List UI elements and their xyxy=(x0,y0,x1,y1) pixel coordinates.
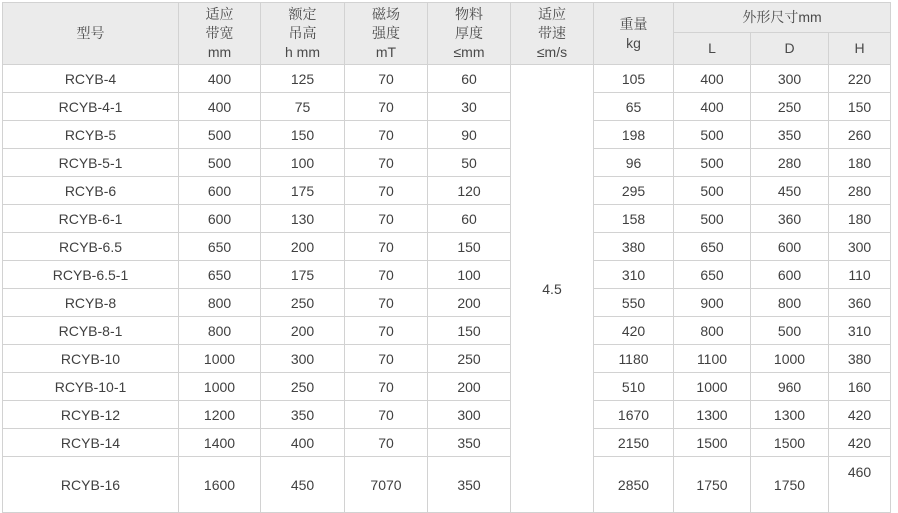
table-cell: 650 xyxy=(674,233,751,261)
table-cell: 120 xyxy=(428,177,511,205)
table-cell: RCYB-10 xyxy=(3,345,179,373)
table-cell: 900 xyxy=(674,289,751,317)
table-cell: 350 xyxy=(428,429,511,457)
table-cell: 600 xyxy=(179,205,261,233)
table-cell: 100 xyxy=(261,149,345,177)
spec-table xyxy=(2,2,891,513)
table-row xyxy=(3,205,891,233)
header-line: h mm xyxy=(285,44,320,60)
header-line: 带速 xyxy=(538,25,566,41)
table-cell: 295 xyxy=(594,177,674,205)
col-header-dim-h: H xyxy=(829,33,891,65)
table-cell: 1750 xyxy=(674,457,751,513)
table-cell: RCYB-5-1 xyxy=(3,149,179,177)
table-cell: 350 xyxy=(751,121,829,149)
table-cell: 70 xyxy=(345,317,428,345)
header-line: 吊高 xyxy=(288,25,317,41)
table-cell: 400 xyxy=(261,429,345,457)
table-cell: 160 xyxy=(829,373,891,401)
header-line: ≤mm xyxy=(453,44,485,60)
table-cell: 1000 xyxy=(751,345,829,373)
table-cell: 1750 xyxy=(751,457,829,513)
table-cell: 250 xyxy=(261,373,345,401)
table-cell: 460 xyxy=(829,457,891,513)
table-cell: 1400 xyxy=(179,429,261,457)
spec-table-body xyxy=(3,65,891,513)
table-cell: 1100 xyxy=(674,345,751,373)
table-cell: 420 xyxy=(829,429,891,457)
header-line: 磁场 xyxy=(372,6,400,22)
table-cell: 30 xyxy=(428,93,511,121)
table-cell: 70 xyxy=(345,233,428,261)
table-row xyxy=(3,317,891,345)
table-cell: 1600 xyxy=(179,457,261,513)
table-cell: 2150 xyxy=(594,429,674,457)
table-cell: 200 xyxy=(261,317,345,345)
table-cell: 150 xyxy=(428,233,511,261)
table-cell: 500 xyxy=(179,149,261,177)
table-cell: 800 xyxy=(179,317,261,345)
col-header-model: 型号 xyxy=(3,3,179,65)
table-cell: 380 xyxy=(829,345,891,373)
table-cell: 500 xyxy=(751,317,829,345)
table-cell: 70 xyxy=(345,373,428,401)
table-cell: 96 xyxy=(594,149,674,177)
header-line: 物料 xyxy=(455,6,483,22)
table-cell: 2850 xyxy=(594,457,674,513)
table-cell: 800 xyxy=(674,317,751,345)
table-cell: 420 xyxy=(594,317,674,345)
table-cell: 250 xyxy=(261,289,345,317)
header-line: 适应 xyxy=(205,6,234,22)
table-cell: 130 xyxy=(261,205,345,233)
table-cell: 650 xyxy=(179,261,261,289)
table-cell: 350 xyxy=(261,401,345,429)
table-cell: 175 xyxy=(261,261,345,289)
table-cell: RCYB-8 xyxy=(3,289,179,317)
table-cell: RCYB-6.5-1 xyxy=(3,261,179,289)
table-cell: RCYB-16 xyxy=(3,457,179,513)
table-cell: 70 xyxy=(345,261,428,289)
table-row xyxy=(3,65,891,93)
table-row xyxy=(3,429,891,457)
table-cell: 1300 xyxy=(751,401,829,429)
table-cell: 70 xyxy=(345,345,428,373)
table-cell: RCYB-6 xyxy=(3,177,179,205)
table-cell: RCYB-4 xyxy=(3,65,179,93)
col-header-weight xyxy=(594,3,674,65)
header-row-1 xyxy=(3,3,891,33)
table-cell: 380 xyxy=(594,233,674,261)
table-cell: 300 xyxy=(829,233,891,261)
table-cell: 1180 xyxy=(594,345,674,373)
table-cell: 1000 xyxy=(179,373,261,401)
table-cell: 260 xyxy=(829,121,891,149)
col-header-dim-d: D xyxy=(751,33,829,65)
table-cell: 180 xyxy=(829,149,891,177)
table-cell: 400 xyxy=(674,93,751,121)
table-cell: RCYB-6-1 xyxy=(3,205,179,233)
col-header-material-thickness xyxy=(428,3,511,65)
table-cell: 175 xyxy=(261,177,345,205)
table-cell: 1000 xyxy=(179,345,261,373)
table-cell: 1000 xyxy=(674,373,751,401)
table-cell: 50 xyxy=(428,149,511,177)
table-cell: 450 xyxy=(751,177,829,205)
table-cell: RCYB-14 xyxy=(3,429,179,457)
header-line: 额定 xyxy=(288,6,317,22)
table-cell: 400 xyxy=(674,65,751,93)
table-row xyxy=(3,261,891,289)
table-cell: 70 xyxy=(345,93,428,121)
table-cell: 420 xyxy=(829,401,891,429)
col-header-field-strength xyxy=(345,3,428,65)
table-cell: RCYB-4-1 xyxy=(3,93,179,121)
table-cell: 360 xyxy=(829,289,891,317)
table-cell: 500 xyxy=(674,121,751,149)
table-row xyxy=(3,289,891,317)
table-row xyxy=(3,93,891,121)
table-cell: 200 xyxy=(261,233,345,261)
header-line: ≤m/s xyxy=(536,44,568,60)
table-cell: 7070 xyxy=(345,457,428,513)
table-row xyxy=(3,401,891,429)
table-cell: 1670 xyxy=(594,401,674,429)
table-cell: 280 xyxy=(751,149,829,177)
table-row xyxy=(3,177,891,205)
table-cell: 550 xyxy=(594,289,674,317)
table-cell: 1200 xyxy=(179,401,261,429)
table-cell: 110 xyxy=(829,261,891,289)
table-cell: 200 xyxy=(428,289,511,317)
table-cell: 60 xyxy=(428,205,511,233)
header-line: 厚度 xyxy=(455,25,483,41)
table-cell: 1500 xyxy=(751,429,829,457)
table-cell: 250 xyxy=(428,345,511,373)
table-cell: 1500 xyxy=(674,429,751,457)
table-cell: RCYB-12 xyxy=(3,401,179,429)
table-cell: 70 xyxy=(345,429,428,457)
table-cell: 350 xyxy=(428,457,511,513)
table-cell: 300 xyxy=(428,401,511,429)
header-line: 强度 xyxy=(372,25,400,41)
header-line: kg xyxy=(626,34,641,51)
table-cell: 70 xyxy=(345,65,428,93)
table-cell: 400 xyxy=(179,65,261,93)
table-cell: 510 xyxy=(594,373,674,401)
table-cell: 300 xyxy=(751,65,829,93)
table-cell: RCYB-5 xyxy=(3,121,179,149)
col-header-dimensions: 外形尺寸mm xyxy=(674,3,891,33)
table-row xyxy=(3,233,891,261)
table-cell: 158 xyxy=(594,205,674,233)
table-row xyxy=(3,149,891,177)
table-cell: 500 xyxy=(674,149,751,177)
table-row xyxy=(3,345,891,373)
table-cell: 150 xyxy=(428,317,511,345)
table-cell: 600 xyxy=(751,233,829,261)
table-cell: 650 xyxy=(179,233,261,261)
table-cell: 500 xyxy=(179,121,261,149)
table-cell: 125 xyxy=(261,65,345,93)
table-cell: 60 xyxy=(428,65,511,93)
table-cell: 90 xyxy=(428,121,511,149)
table-cell: 70 xyxy=(345,121,428,149)
table-cell: 500 xyxy=(674,205,751,233)
header-line: 重量 xyxy=(619,15,648,32)
table-cell: 100 xyxy=(428,261,511,289)
col-header-dim-l: L xyxy=(674,33,751,65)
table-cell: 65 xyxy=(594,93,674,121)
table-cell: 280 xyxy=(829,177,891,205)
table-cell: 70 xyxy=(345,205,428,233)
table-cell: 650 xyxy=(674,261,751,289)
table-row xyxy=(3,457,891,513)
table-cell: 960 xyxy=(751,373,829,401)
table-cell: 400 xyxy=(179,93,261,121)
table-cell: 600 xyxy=(751,261,829,289)
table-cell: 800 xyxy=(751,289,829,317)
table-row xyxy=(3,121,891,149)
col-header-bandwidth xyxy=(179,3,261,65)
table-cell: 310 xyxy=(594,261,674,289)
table-cell: 150 xyxy=(261,121,345,149)
header-line: mT xyxy=(375,44,397,60)
table-cell: 300 xyxy=(261,345,345,373)
table-cell: 500 xyxy=(674,177,751,205)
table-cell: 150 xyxy=(829,93,891,121)
table-cell: 105 xyxy=(594,65,674,93)
table-cell: 600 xyxy=(179,177,261,205)
belt-speed-merged-cell: 4.5 xyxy=(511,65,594,513)
table-cell: 310 xyxy=(829,317,891,345)
table-cell: 70 xyxy=(345,401,428,429)
table-cell: 450 xyxy=(261,457,345,513)
table-cell: 198 xyxy=(594,121,674,149)
table-cell: 220 xyxy=(829,65,891,93)
table-cell: 1300 xyxy=(674,401,751,429)
spec-table-header xyxy=(3,3,891,65)
table-cell: 75 xyxy=(261,93,345,121)
table-row xyxy=(3,373,891,401)
table-cell: 800 xyxy=(179,289,261,317)
table-cell: RCYB-6.5 xyxy=(3,233,179,261)
table-cell: 200 xyxy=(428,373,511,401)
header-line: mm xyxy=(207,44,232,60)
col-header-lift-height xyxy=(261,3,345,65)
header-line: 带宽 xyxy=(205,25,234,41)
table-cell: 70 xyxy=(345,149,428,177)
table-cell: 360 xyxy=(751,205,829,233)
table-cell: 180 xyxy=(829,205,891,233)
table-cell: 250 xyxy=(751,93,829,121)
col-header-belt-speed xyxy=(511,3,594,65)
header-line: 适应 xyxy=(538,6,566,22)
table-cell: RCYB-8-1 xyxy=(3,317,179,345)
table-cell: 70 xyxy=(345,289,428,317)
table-cell: RCYB-10-1 xyxy=(3,373,179,401)
table-cell: 70 xyxy=(345,177,428,205)
